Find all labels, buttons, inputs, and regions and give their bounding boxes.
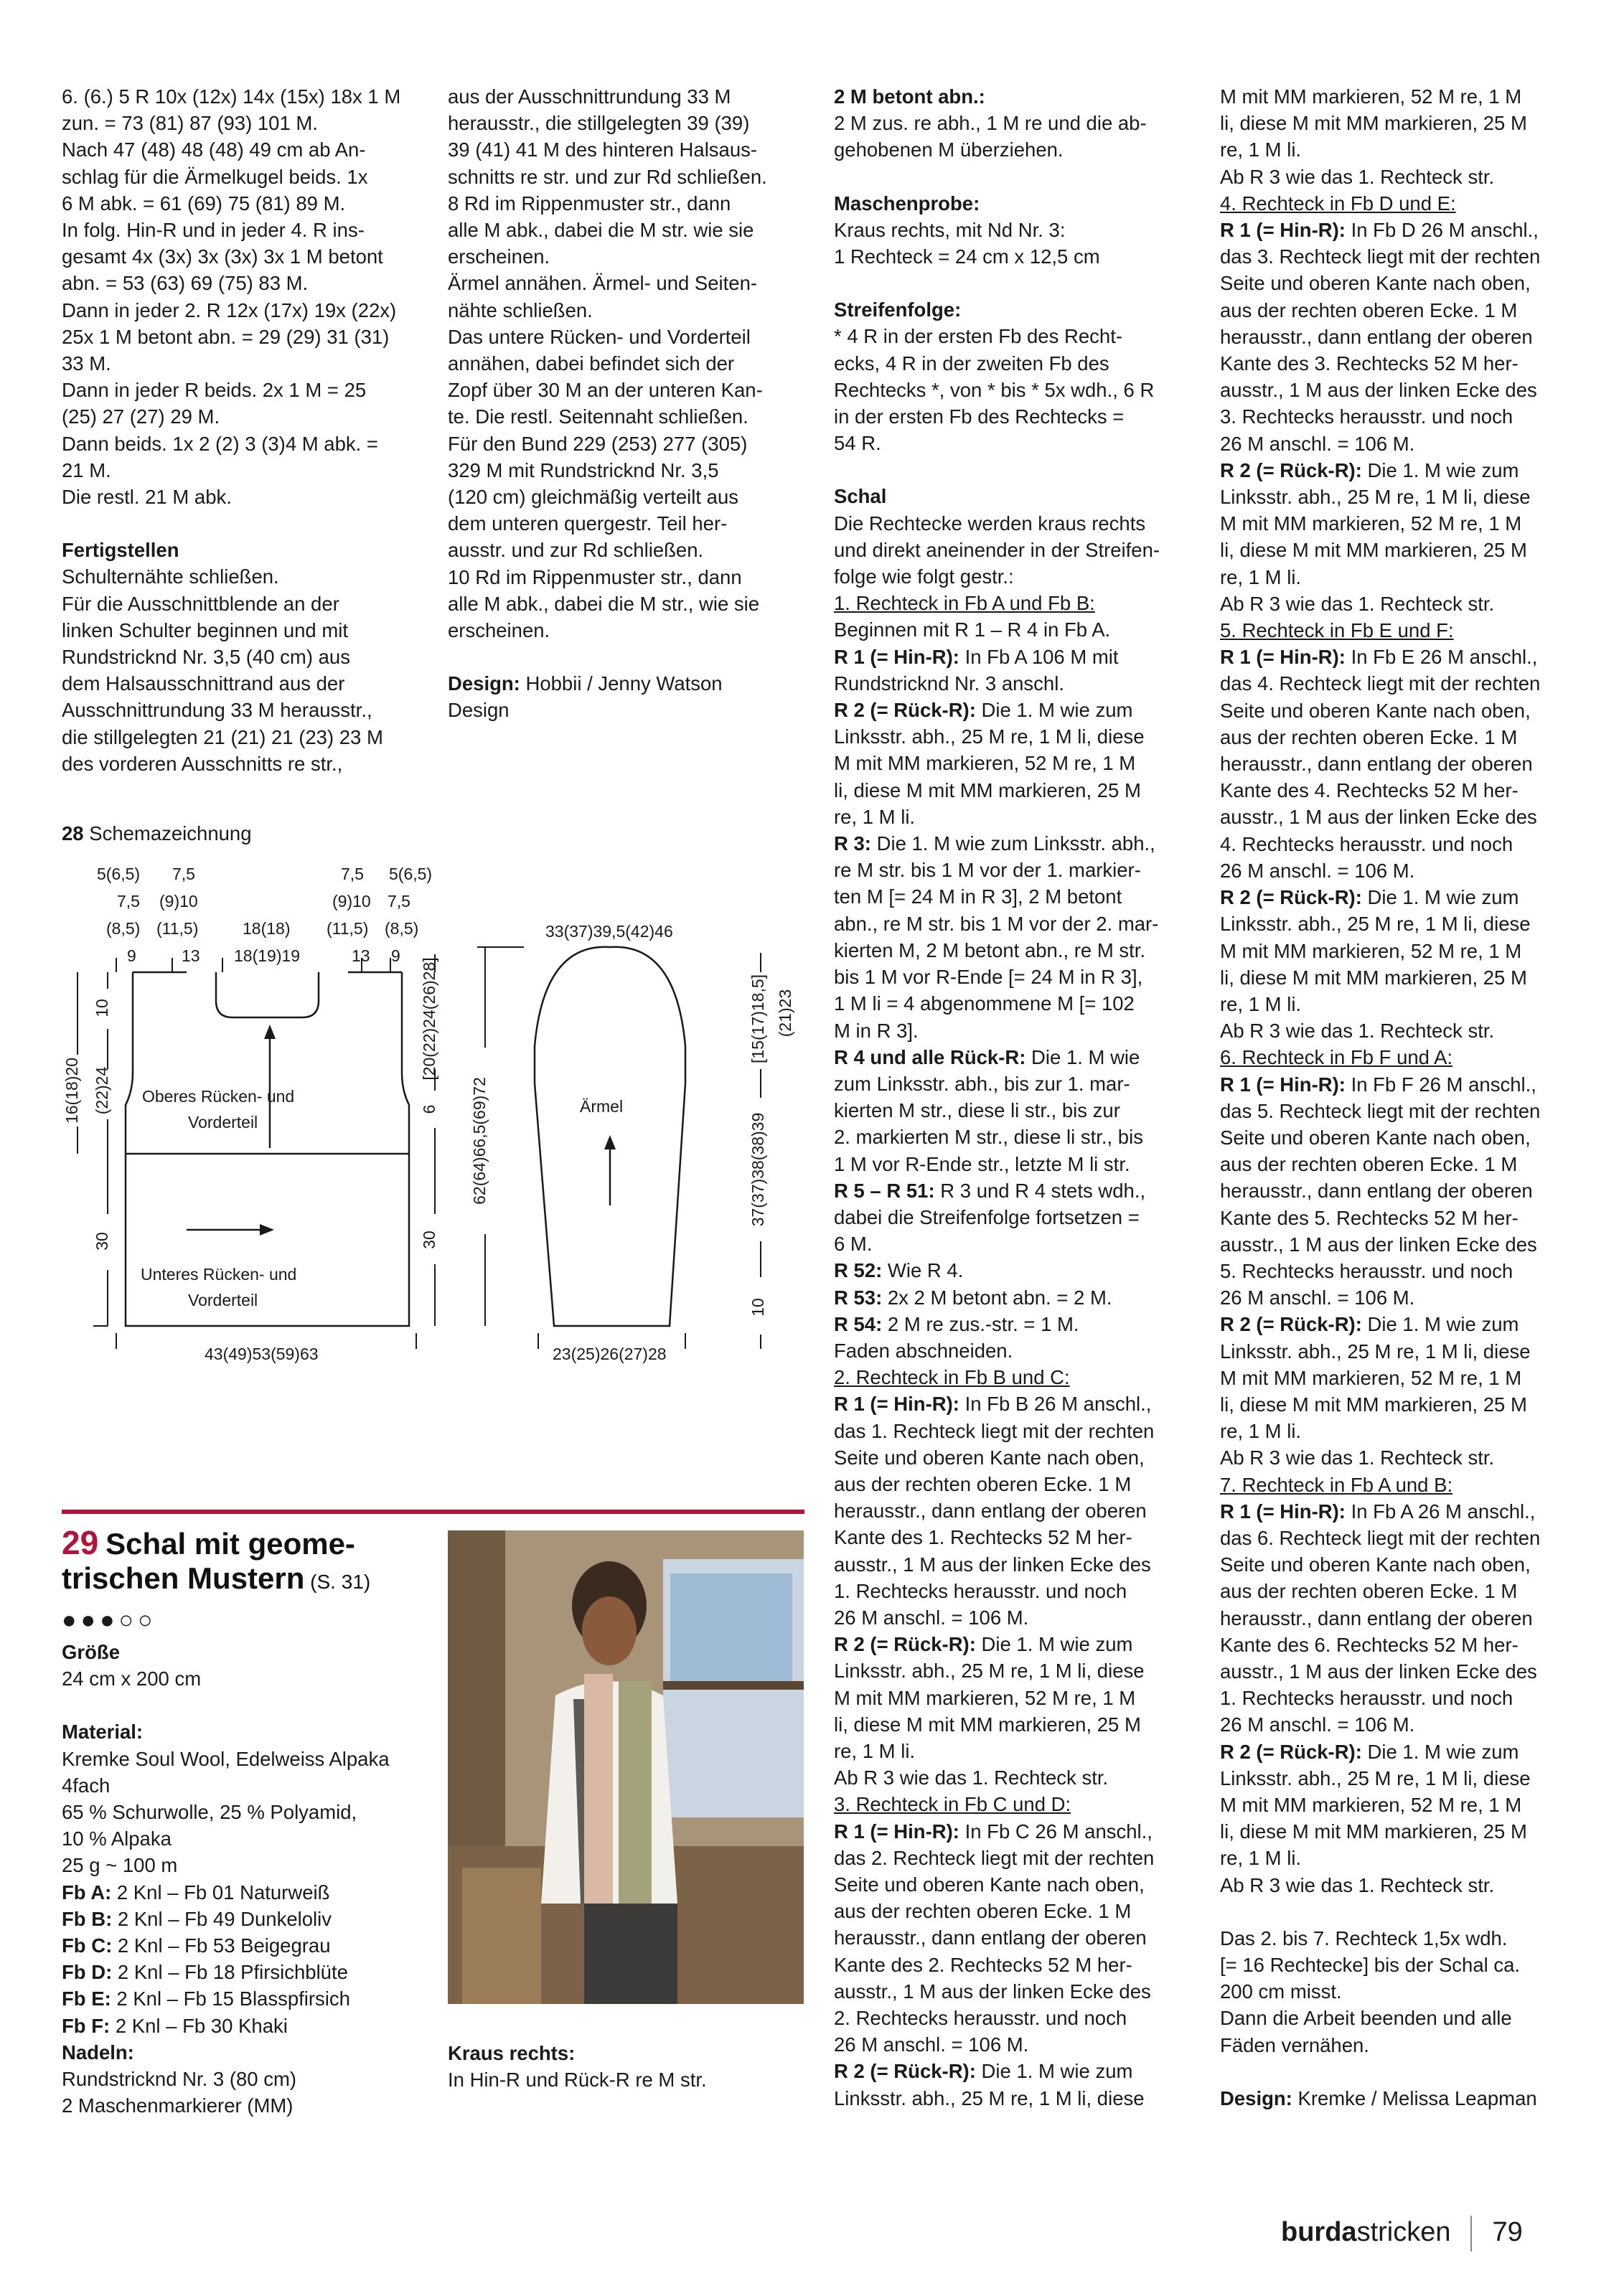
dim-label: (22)24 <box>93 1066 111 1115</box>
row-text: Die 1. M wie zum Linksstr. abh., 25 M re, 1 M li, diese M mit MM markieren, 52 M re, 1 M li, diese M mit MM markieren, 25 M re, 1 M li. Ab R 3 wie das 1. Rechteck str. <box>1220 886 1531 1043</box>
schematic-drawing <box>50 854 811 1370</box>
rechteck-6-heading: 6. Rechteck in Fb F und A: <box>1220 1046 1453 1069</box>
dim-label: 18(19)19 <box>234 946 301 965</box>
rechteck-3-continued: M mit MM markieren, 52 M re, 1 M li, diese M mit MM markieren, 25 M re, 1 M li. Ab R 3 wie das 1. Rechteck str. <box>1220 85 1527 188</box>
row-text: Die 1. M wie zum Linksstr. abh., 25 M re, 1 M li, diese M mit MM markieren, 52 M re, 1 M li, diese M mit MM markieren, 25 M re, 1 M li. Ab R 3 wie das 1. Rechteck str. <box>834 1633 1145 1789</box>
color-c <box>62 1932 435 1959</box>
project-29 <box>62 1525 435 2119</box>
rechteck-7-r1 <box>1220 1498 1579 1739</box>
rechteck-7-r2 <box>1220 1739 1579 1899</box>
row-label: R 54: <box>834 1312 883 1335</box>
design-credit-1 <box>448 670 807 723</box>
row-label: R 4 und alle Rück-R: <box>834 1045 1026 1068</box>
betont-text: 2 M zus. re abh., 1 M re und die ab- gehobenen M überziehen. <box>834 112 1147 161</box>
dim-label: 23(25)26(27)28 <box>553 1345 667 1363</box>
rechteck-1-r54 <box>834 1311 1193 1364</box>
rechteck-4-r2 <box>1220 457 1579 617</box>
row-label: R 2 (= Rück-R): <box>1220 1313 1362 1336</box>
footer-divider <box>1470 2216 1472 2252</box>
color-a <box>62 1879 435 1906</box>
row-label: R 1 (= Hin-R): <box>1220 219 1346 242</box>
color-label: Fb A: <box>62 1881 112 1904</box>
dim-label: (9)10 <box>159 892 198 911</box>
arrowhead-icon <box>260 1224 274 1236</box>
color-text: 2 Knl – Fb 18 Pfirsichblüte <box>112 1961 348 1984</box>
rechteck-5-heading: 5. Rechteck in Fb E und F: <box>1220 619 1454 642</box>
color-e <box>62 1985 435 2012</box>
row-text: In Fb A 106 M mit Rundstricknd Nr. 3 anschl. <box>834 645 1119 695</box>
dim-label: 7,5 <box>172 865 195 883</box>
row-label: R 53: <box>834 1286 883 1309</box>
rechteck-1-r52 <box>834 1257 1193 1284</box>
dim-label: (11,5) <box>156 919 199 938</box>
project-title <box>62 1525 435 1599</box>
rechteck-6-r1 <box>1220 1071 1579 1312</box>
dim-label: (11,5) <box>327 919 369 938</box>
row-text: 2 M re zus.-str. = 1 M. Faden abschneiden. <box>834 1312 1079 1362</box>
rechteck-1-r5 <box>834 1177 1193 1258</box>
stitch-note <box>448 2040 707 2093</box>
row-text: In Fb E 26 M anschl., das 4. Rechteck liegt mit der rechten Seite und oberen Kante nach oben, aus der rechten oberen Ecke. 1 M herausstr., dann entlang der oberen Kante des 4. Rechtecks 52 M her- ausstr., 1 M aus der linken Ecke des 4. Rechtecks herausstr. und noch 26 M anschl. = 106 M. <box>1220 646 1541 882</box>
needles-text: Rundstricknd Nr. 3 (80 cm) 2 Maschenmarkierer (MM) <box>62 2068 297 2117</box>
schal-intro: Die Rechtecke werden kraus rechts und direkt aneinender in der Streifen- folge wie folgt gestr.: <box>834 512 1160 588</box>
row-text: In Fb D 26 M anschl., das 3. Rechteck liegt mit der rechten Seite und oberen Kante nach oben, aus der rechten oberen Ecke. 1 M herausstr., dann entlang der oberen Kante des 3. Rechtecks 52 M her- ausstr., 1 M aus der linken Ecke des 3. Rechtecks herausstr. und noch 26 M anschl. = 106 M. <box>1220 219 1541 455</box>
color-text: 2 Knl – Fb 49 Dunkeloliv <box>112 1907 332 1930</box>
design-label: Design: <box>448 672 520 695</box>
rechteck-2-r2 <box>834 1631 1193 1791</box>
color-text: 2 Knl – Fb 53 Beigegrau <box>112 1934 331 1957</box>
dim-label: 18(18) <box>243 919 291 938</box>
size-heading: Größe <box>62 1641 120 1663</box>
schal-heading: Schal <box>834 485 887 508</box>
arrowhead-icon <box>264 1025 276 1039</box>
dim-label: 6 <box>420 1104 438 1114</box>
rechteck-7-heading: 7. Rechteck in Fb A und B: <box>1220 1473 1453 1496</box>
betont-heading: 2 M betont abn.: <box>834 85 985 108</box>
row-label: R 1 (= Hin-R): <box>834 1393 959 1416</box>
dim-label: 7,5 <box>388 892 410 911</box>
row-text: Die 1. M wie zum Linksstr. abh., bis zur 1. mar- kierten M str., diese li str., bis zur 2. markierten M str., diese li str., bis 1 M vor R-Ende str., letzte M li str. <box>834 1045 1143 1175</box>
row-text: R 3 und R 4 stets wdh., dabei die Streifenfolge fortsetzen = 6 M. <box>834 1179 1146 1256</box>
design-label: Design: <box>1220 2086 1292 2109</box>
schema-number: 28 <box>62 822 84 844</box>
dim-label: (8,5) <box>385 919 419 938</box>
dim-label: 13 <box>182 946 200 965</box>
neckline <box>216 972 319 1017</box>
row-text: Die 1. M wie zum Linksstr. abh., 25 M re, 1 M li, diese <box>834 2060 1145 2109</box>
color-text: 2 Knl – Fb 30 Khaki <box>110 2014 288 2037</box>
color-d <box>62 1959 435 1985</box>
maschenprobe-heading: Maschenprobe: <box>834 192 980 215</box>
material-heading: Material: <box>62 1721 144 1744</box>
rechteck-1-r3 <box>834 830 1193 1044</box>
row-label: R 2 (= Rück-R): <box>834 2060 976 2083</box>
row-label: R 1 (= Hin-R): <box>1220 1073 1346 1096</box>
dim-label: 5(6,5) <box>389 865 433 883</box>
part-label: Vorderteil <box>188 1291 258 1309</box>
page-number: 79 <box>1492 2217 1523 2248</box>
row-label: R 2 (= Rück-R): <box>834 1633 976 1656</box>
row-label: R 2 (= Rück-R): <box>1220 1740 1362 1763</box>
schema-title <box>62 822 252 845</box>
rechteck-3-r2 <box>834 2058 1193 2111</box>
part-label: Ärmel <box>580 1097 624 1116</box>
fertigstellen-text: Schulternähte schließen. Für die Ausschnittblende an der linken Schulter beginnen und mit Rundstricknd Nr. 3,5 (40 cm) aus dem Halsausschnittrand aus der Ausschnittrundung 33 M herausstr., die stillgelegten 21 (21) 21 (23) 23 M des vorderen Ausschnitts re str., <box>62 565 383 775</box>
color-label: Fb F: <box>62 2014 111 2037</box>
streifenfolge-text: * 4 R in der ersten Fb des Recht- ecks, 4 R in der zweiten Fb des Rechtecks *, von * bis * 5x wdh., 6 R in der ersten Fb des Rechtecks = 54 R. <box>834 325 1155 455</box>
rechteck-5-r2 <box>1220 884 1579 1044</box>
part-label: Oberes Rücken- und <box>142 1087 295 1106</box>
row-text: Wie R 4. <box>882 1259 964 1282</box>
dim-label: 33(37)39,5(42)46 <box>545 922 673 941</box>
rechteck-4-heading: 4. Rechteck in Fb D und E: <box>1220 192 1456 215</box>
design-names: Hobbii / Jenny Watson Design <box>448 672 723 722</box>
color-text: 2 Knl – Fb 15 Blasspfirsich <box>111 1987 350 2010</box>
needles-heading: Nadeln: <box>62 2041 134 2064</box>
dim-label: 37(37)38(38)39 <box>748 1112 767 1227</box>
finishing-text: aus der Ausschnittrundung 33 M herausstr., die stillgelegten 39 (39) 39 (41) 41 M des hinteren Halsaus- schnitts re str. und zur Rd schließen. 8 Rd im Rippenmuster str., dann alle M abk., dabei die M str. wie sie erscheinen. Ärmel annähen. Ärmel- und Seiten- nähte schließen. Das untere Rücken- und Vorderteil annähen, dabei befindet sich der Zopf über 30 M an der unteren Kan- te. Die restl. Seitennaht schließen. Für den Bund 229 (253) 277 (305) 329 M mit Rundstricknd Nr. 3,5 (120 cm) gleichmäßig verteilt aus dem unteren quergestr. Teil her- ausstr. und zur Rd schließen. 10 Rd im Rippenmuster str., dann alle M abk., dabei die M str., wie sie erscheinen. <box>448 85 767 642</box>
difficulty-rating: ●●●○○ <box>62 1606 157 1634</box>
maschenprobe-text: Kraus rechts, mit Nd Nr. 3: 1 Rechteck = 24 cm x 12,5 cm <box>834 218 1100 268</box>
rechteck-1-intro: Beginnen mit R 1 – R 4 in Fb A. <box>834 618 1111 641</box>
row-text: Die 1. M wie zum Linksstr. abh., 25 M re, 1 M li, diese M mit MM markieren, 52 M re, 1 M li, diese M mit MM markieren, 25 M re, 1 M li. <box>834 699 1145 828</box>
dim-label: 5(6,5) <box>97 865 141 883</box>
color-b <box>62 1906 435 1932</box>
row-label: R 5 – R 51: <box>834 1179 935 1202</box>
rechteck-5-r1 <box>1220 644 1579 884</box>
project-title-line-1: Schal mit geome- <box>105 1527 355 1561</box>
brand-logo-light: stricken <box>1356 2217 1451 2248</box>
rechteck-1-r4 <box>834 1044 1193 1177</box>
row-text: Die 1. M wie zum Linksstr. abh., 25 M re, 1 M li, diese M mit MM markieren, 52 M re, 1 M li, diese M mit MM markieren, 25 M re, 1 M li. Ab R 3 wie das 1. Rechteck str. <box>1220 1740 1531 1896</box>
rechteck-4-r1 <box>1220 217 1579 457</box>
dimension-ticks <box>78 947 761 1349</box>
closing-text: Das 2. bis 7. Rechteck 1,5x wdh. [= 16 Rechtecke] bis der Schal ca. 200 cm misst. Dann die Arbeit beenden und alle Fäden vernähen. <box>1220 1926 1521 2056</box>
part-label: Vorderteil <box>188 1113 258 1131</box>
part-label: Unteres Rücken- und <box>141 1265 297 1284</box>
project-photo <box>448 1530 804 2004</box>
section-divider <box>62 1510 804 1514</box>
dimension-labels <box>62 865 794 1363</box>
design-names: Kremke / Melissa Leapman <box>1292 2086 1537 2109</box>
dim-label: [20(22)24(26)28] <box>420 957 438 1081</box>
dim-label: 62(64)66,5(69)72 <box>470 1077 489 1205</box>
dim-label: 30 <box>420 1231 438 1249</box>
dim-label: 43(49)53(59)63 <box>205 1345 319 1363</box>
dim-label: (21)23 <box>776 989 794 1038</box>
rechteck-3-r1 <box>834 1818 1193 2059</box>
photo-illustration <box>448 1530 804 2004</box>
dim-label: (8,5) <box>106 919 141 938</box>
row-text: 2x 2 M betont abn. = 2 M. <box>882 1286 1112 1309</box>
stitch-note-heading: Kraus rechts: <box>448 2042 576 2064</box>
sleeve-instructions: 6. (6.) 5 R 10x (12x) 14x (15x) 18x 1 M zun. = 73 (81) 87 (93) 101 M. Nach 47 (48) 48 (48) 49 cm ab An- schlag für die Ärmelkugel beids. 1x 6 M abk. = 61 (69) 75 (81) 89 M. In folg. Hin-R und in jeder 4. R ins- gesamt 4x (3x) 3x (3x) 3x 1 M betont abn. = 53 (63) 69 (75) 83 M. Dann in jeder 2. R 12x (17x) 19x (22x) 25x 1 M betont abn. = 29 (29) 31 (31) 33 M. Dann in jeder R beids. 2x 1 M = 25 (25) 27 (27) 29 M. Dann beids. 1x 2 (2) 3 (3)4 M abk. = 21 M. Die restl. 21 M abk. <box>62 85 401 509</box>
dim-label: [15(17)18,5] <box>748 974 767 1064</box>
dim-label: 16(18)20 <box>62 1057 81 1124</box>
material-text: Kremke Soul Wool, Edelweiss Alpaka 4fach 65 % Schurwolle, 25 % Polyamid, 10 % Alpaka 25 g ~ 100 m <box>62 1747 390 1877</box>
text-column-4 <box>1220 83 1579 2112</box>
schema-title-text: Schemazeichnung <box>83 822 252 844</box>
color-label: Fb C: <box>62 1934 113 1957</box>
row-label: R 2 (= Rück-R): <box>834 699 976 722</box>
dim-label: 10 <box>748 1298 767 1317</box>
row-label: R 1 (= Hin-R): <box>834 1820 959 1843</box>
size-text: 24 cm x 200 cm <box>62 1667 202 1690</box>
project-title-line-2: trischen Mustern <box>62 1561 305 1595</box>
rechteck-1-r2 <box>834 697 1193 830</box>
stitch-note-text: In Hin-R und Rück-R re M str. <box>448 2069 707 2092</box>
rechteck-2-heading: 2. Rechteck in Fb B und C: <box>834 1366 1070 1389</box>
dim-label: (9)10 <box>332 892 371 911</box>
row-text: Die 1. M wie zum Linksstr. abh., 25 M re, 1 M li, diese M mit MM markieren, 52 M re, 1 M li, diese M mit MM markieren, 25 M re, 1 M li. Ab R 3 wie das 1. Rechteck str. <box>1220 1313 1531 1469</box>
row-text: Die 1. M wie zum Linksstr. abh., re M str. bis 1 M vor der 1. markier- ten M [= 24 M in R 3], 2 M betont abn., re M str. bis 1 M vor der 2. mar- kierten M, 2 M betont abn., re M str. bis 1 M vor R-Ende [= 24 M in R 3], 1 M li = 4 abgenommene M [= 102 M in R 3]. <box>834 832 1159 1042</box>
rechteck-1-heading: 1. Rechteck in Fb A und Fb B: <box>834 592 1095 615</box>
color-text: 2 Knl – Fb 01 Naturweiß <box>111 1881 330 1904</box>
row-text: In Fb C 26 M anschl., das 2. Rechteck liegt mit der rechten Seite und oberen Kante nach oben, aus der rechten oberen Ecke. 1 M herausstr., dann entlang der oberen Kante des 2. Rechtecks 52 M her- ausstr., 1 M aus der linken Ecke des 2. Rechtecks herausstr. und noch 26 M anschl. = 106 M. <box>834 1820 1155 2056</box>
project-number: 29 <box>62 1524 99 1561</box>
dim-label: 9 <box>391 946 400 965</box>
row-text: Die 1. M wie zum Linksstr. abh., 25 M re, 1 M li, diese M mit MM markieren, 52 M re, 1 M li, diese M mit MM markieren, 25 M re, 1 M li. Ab R 3 wie das 1. Rechteck str. <box>1220 458 1531 615</box>
dim-label: 30 <box>93 1232 111 1251</box>
rechteck-2-r1 <box>834 1391 1193 1631</box>
page-footer <box>1281 2216 1523 2252</box>
dim-label: 7,5 <box>117 892 140 911</box>
row-label: R 1 (= Hin-R): <box>834 645 959 668</box>
row-text: In Fb F 26 M anschl., das 5. Rechteck liegt mit der rechten Seite und oberen Kante nach oben, aus der rechten oberen Ecke. 1 M herausstr., dann entlang der oberen Kante des 5. Rechtecks 52 M her- ausstr., 1 M aus der linken Ecke des 5. Rechtecks herausstr. und noch 26 M anschl. = 106 M. <box>1220 1073 1541 1309</box>
row-label: R 52: <box>834 1259 883 1282</box>
color-label: Fb E: <box>62 1987 111 2010</box>
text-column-3 <box>834 83 1193 2112</box>
dim-label: 10 <box>93 999 111 1017</box>
color-label: Fb D: <box>62 1961 113 1984</box>
row-label: R 2 (= Rück-R): <box>1220 886 1362 909</box>
row-label: R 1 (= Hin-R): <box>1220 1500 1346 1523</box>
text-column-1 <box>62 83 421 777</box>
color-f <box>62 2013 435 2039</box>
row-label: R 2 (= Rück-R): <box>1220 458 1362 481</box>
row-label: R 1 (= Hin-R): <box>1220 646 1346 669</box>
color-label: Fb B: <box>62 1907 113 1930</box>
dim-label: 13 <box>352 946 370 965</box>
text-column-2 <box>448 83 807 724</box>
project-details <box>62 1639 435 2119</box>
row-text: In Fb B 26 M anschl., das 1. Rechteck liegt mit der rechten Seite und oberen Kante nach oben, aus der rechten oberen Ecke. 1 M herausstr., dann entlang der oberen Kante des 1. Rechtecks 52 M her- ausstr., 1 M aus der linken Ecke des 1. Rechtecks herausstr. und noch 26 M anschl. = 106 M. <box>834 1393 1155 1629</box>
page-reference: (S. 31) <box>304 1571 371 1593</box>
rechteck-6-r2 <box>1220 1311 1579 1471</box>
rechteck-1-r53 <box>834 1284 1193 1311</box>
brand-logo-bold: burda <box>1281 2217 1357 2248</box>
rechteck-3-heading: 3. Rechteck in Fb C und D: <box>834 1793 1071 1816</box>
design-credit-2 <box>1220 2085 1579 2112</box>
row-label: R 3: <box>834 832 871 855</box>
fertigstellen-heading: Fertigstellen <box>62 539 179 562</box>
rechteck-1-r1 <box>834 644 1193 697</box>
dim-label: 9 <box>127 946 136 965</box>
dim-label: 7,5 <box>341 865 364 883</box>
row-text: In Fb A 26 M anschl., das 6. Rechteck liegt mit der rechten Seite und oberen Kante nach oben, aus der rechten oberen Ecke. 1 M herausstr., dann entlang der oberen Kante des 6. Rechtecks 52 M her- ausstr., 1 M aus der linken Ecke des 1. Rechtecks herausstr. und noch 26 M anschl. = 106 M. <box>1220 1500 1541 1736</box>
streifenfolge-heading: Streifenfolge: <box>834 298 962 321</box>
arrowhead-icon <box>604 1135 616 1149</box>
